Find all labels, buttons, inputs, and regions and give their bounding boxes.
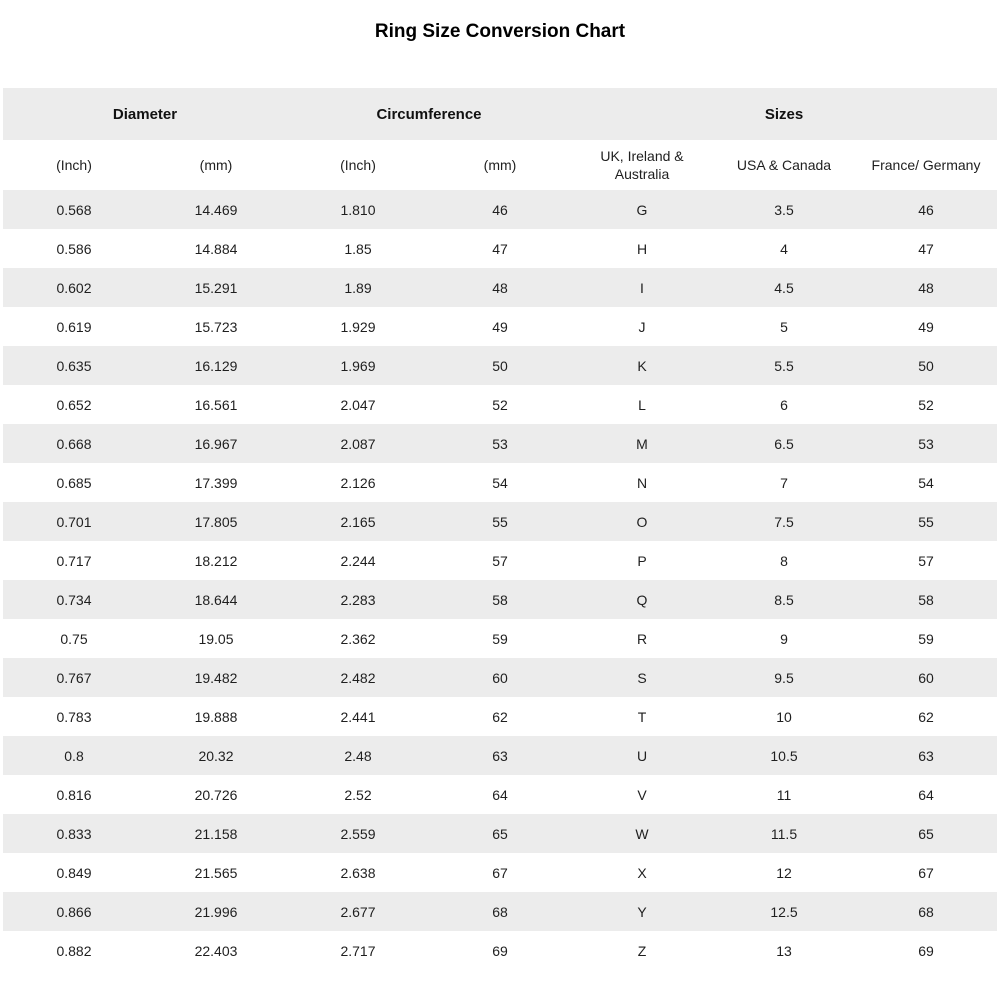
table-row: [3, 814, 997, 853]
table-cell: 21.565: [145, 853, 287, 892]
table-cell: 60: [855, 658, 997, 697]
table-cell: 0.833: [3, 814, 145, 853]
table-row: [3, 580, 997, 619]
table-cell: 15.291: [145, 268, 287, 307]
column-header-usa-canada: USA & Canada: [713, 140, 855, 190]
table-row: [3, 463, 997, 502]
table-cell: 52: [855, 385, 997, 424]
table-cell: 53: [429, 424, 571, 463]
table-cell: 1.929: [287, 307, 429, 346]
table-cell: 58: [429, 580, 571, 619]
table-cell: 0.734: [3, 580, 145, 619]
table-cell: 2.717: [287, 931, 429, 970]
table-cell: 0.767: [3, 658, 145, 697]
table-cell: 20.726: [145, 775, 287, 814]
table-cell: T: [571, 697, 713, 736]
table-cell: W: [571, 814, 713, 853]
table-cell: 16.129: [145, 346, 287, 385]
table-cell: 55: [855, 502, 997, 541]
table-row: [3, 346, 997, 385]
table-cell: 2.52: [287, 775, 429, 814]
table-cell: 2.047: [287, 385, 429, 424]
column-header-row: [3, 140, 997, 190]
table-cell: 0.652: [3, 385, 145, 424]
table-cell: J: [571, 307, 713, 346]
table-cell: 68: [855, 892, 997, 931]
table-cell: 69: [855, 931, 997, 970]
column-header-diameter-inch: (Inch): [3, 140, 145, 190]
table-row: [3, 853, 997, 892]
table-row: [3, 697, 997, 736]
table-cell: 62: [855, 697, 997, 736]
table-cell: 2.677: [287, 892, 429, 931]
column-header-diameter-mm: (mm): [145, 140, 287, 190]
table-cell: 57: [429, 541, 571, 580]
table-cell: U: [571, 736, 713, 775]
table-cell: 64: [429, 775, 571, 814]
table-cell: 0.8: [3, 736, 145, 775]
table-cell: 19.888: [145, 697, 287, 736]
table-cell: 59: [429, 619, 571, 658]
table-cell: N: [571, 463, 713, 502]
table-cell: 22.403: [145, 931, 287, 970]
table-cell: 0.685: [3, 463, 145, 502]
table-cell: 8: [713, 541, 855, 580]
table-cell: L: [571, 385, 713, 424]
table-cell: S: [571, 658, 713, 697]
table-cell: 6.5: [713, 424, 855, 463]
table-cell: 65: [429, 814, 571, 853]
table-cell: 62: [429, 697, 571, 736]
table-cell: 16.561: [145, 385, 287, 424]
table-cell: 48: [855, 268, 997, 307]
table-cell: 5: [713, 307, 855, 346]
table-cell: 2.165: [287, 502, 429, 541]
table-row: [3, 307, 997, 346]
group-header-diameter: Diameter: [3, 88, 287, 140]
table-cell: 0.568: [3, 190, 145, 229]
table-cell: 0.602: [3, 268, 145, 307]
table-cell: 1.969: [287, 346, 429, 385]
table-cell: 0.619: [3, 307, 145, 346]
table-cell: K: [571, 346, 713, 385]
table-cell: Z: [571, 931, 713, 970]
table-cell: 54: [429, 463, 571, 502]
table-cell: 16.967: [145, 424, 287, 463]
table-cell: 0.866: [3, 892, 145, 931]
table-cell: 9: [713, 619, 855, 658]
table-row: [3, 892, 997, 931]
table-cell: 13: [713, 931, 855, 970]
table-cell: 1.89: [287, 268, 429, 307]
table-cell: 19.482: [145, 658, 287, 697]
table-cell: 2.126: [287, 463, 429, 502]
table-cell: 0.783: [3, 697, 145, 736]
table-row: [3, 931, 997, 970]
table-cell: 2.441: [287, 697, 429, 736]
table-cell: Q: [571, 580, 713, 619]
table-cell: 0.849: [3, 853, 145, 892]
group-header-circumference: Circumference: [287, 88, 571, 140]
table-cell: 0.75: [3, 619, 145, 658]
column-header-france-germany: France/ Germany: [855, 140, 997, 190]
table-cell: 54: [855, 463, 997, 502]
table-row: [3, 502, 997, 541]
table-cell: 63: [855, 736, 997, 775]
table-row: [3, 229, 997, 268]
table-cell: 18.644: [145, 580, 287, 619]
table-cell: 19.05: [145, 619, 287, 658]
table-cell: 0.668: [3, 424, 145, 463]
table-cell: 8.5: [713, 580, 855, 619]
table-row: [3, 658, 997, 697]
table-cell: 2.283: [287, 580, 429, 619]
table-row: [3, 736, 997, 775]
table-cell: 52: [429, 385, 571, 424]
table-row: [3, 775, 997, 814]
table-cell: 64: [855, 775, 997, 814]
table-cell: 50: [855, 346, 997, 385]
table-header: [3, 88, 997, 190]
table-cell: 49: [855, 307, 997, 346]
table-cell: 60: [429, 658, 571, 697]
table-row: [3, 190, 997, 229]
table-cell: 58: [855, 580, 997, 619]
table-row: [3, 541, 997, 580]
table-cell: 57: [855, 541, 997, 580]
ring-size-table: [3, 88, 997, 970]
table-cell: 12: [713, 853, 855, 892]
table-cell: V: [571, 775, 713, 814]
table-cell: I: [571, 268, 713, 307]
table-row: [3, 424, 997, 463]
table-cell: 7: [713, 463, 855, 502]
table-cell: 17.805: [145, 502, 287, 541]
table-cell: P: [571, 541, 713, 580]
table-cell: 11: [713, 775, 855, 814]
column-header-circumference-inch: (Inch): [287, 140, 429, 190]
table-cell: 1.85: [287, 229, 429, 268]
table-cell: 10: [713, 697, 855, 736]
table-cell: 4.5: [713, 268, 855, 307]
table-cell: 14.884: [145, 229, 287, 268]
column-header-uk-ireland-australia: UK, Ireland & Australia: [571, 140, 713, 190]
table-cell: 46: [855, 190, 997, 229]
page-title: Ring Size Conversion Chart: [374, 21, 626, 42]
table-cell: 2.638: [287, 853, 429, 892]
table-cell: 69: [429, 931, 571, 970]
table-cell: 3.5: [713, 190, 855, 229]
table-cell: 14.469: [145, 190, 287, 229]
table-cell: 46: [429, 190, 571, 229]
table-cell: 18.212: [145, 541, 287, 580]
table-cell: 2.244: [287, 541, 429, 580]
table-cell: 2.362: [287, 619, 429, 658]
table-cell: 21.996: [145, 892, 287, 931]
group-header-row: [3, 88, 997, 140]
table-cell: 5.5: [713, 346, 855, 385]
table-cell: 50: [429, 346, 571, 385]
table-cell: 67: [855, 853, 997, 892]
table-cell: 0.586: [3, 229, 145, 268]
column-header-circumference-mm: (mm): [429, 140, 571, 190]
table-cell: 4: [713, 229, 855, 268]
table-cell: R: [571, 619, 713, 658]
table-cell: 0.635: [3, 346, 145, 385]
table-cell: 11.5: [713, 814, 855, 853]
table-cell: 67: [429, 853, 571, 892]
table-row: [3, 619, 997, 658]
table-cell: H: [571, 229, 713, 268]
table-cell: 53: [855, 424, 997, 463]
table-cell: 47: [429, 229, 571, 268]
table-cell: 9.5: [713, 658, 855, 697]
table-cell: 15.723: [145, 307, 287, 346]
table-cell: 1.810: [287, 190, 429, 229]
table-cell: 55: [429, 502, 571, 541]
table-cell: O: [571, 502, 713, 541]
table-cell: 49: [429, 307, 571, 346]
table-cell: 6: [713, 385, 855, 424]
table-cell: G: [571, 190, 713, 229]
table-cell: 0.701: [3, 502, 145, 541]
table-cell: 20.32: [145, 736, 287, 775]
table-cell: 65: [855, 814, 997, 853]
table-cell: X: [571, 853, 713, 892]
table-cell: 63: [429, 736, 571, 775]
table-cell: 0.882: [3, 931, 145, 970]
table-cell: 7.5: [713, 502, 855, 541]
table-cell: 0.816: [3, 775, 145, 814]
table-cell: 68: [429, 892, 571, 931]
table-cell: 47: [855, 229, 997, 268]
table-cell: 2.559: [287, 814, 429, 853]
table-row: [3, 268, 997, 307]
table-cell: 17.399: [145, 463, 287, 502]
table-cell: 21.158: [145, 814, 287, 853]
table-cell: 2.087: [287, 424, 429, 463]
table-cell: M: [571, 424, 713, 463]
table-cell: 2.48: [287, 736, 429, 775]
table-cell: Y: [571, 892, 713, 931]
table-row: [3, 385, 997, 424]
table-cell: 12.5: [713, 892, 855, 931]
table-cell: 10.5: [713, 736, 855, 775]
table-cell: 59: [855, 619, 997, 658]
table-cell: 48: [429, 268, 571, 307]
table-body: [3, 190, 997, 970]
table-cell: 0.717: [3, 541, 145, 580]
table-cell: 2.482: [287, 658, 429, 697]
group-header-sizes: Sizes: [571, 88, 997, 140]
